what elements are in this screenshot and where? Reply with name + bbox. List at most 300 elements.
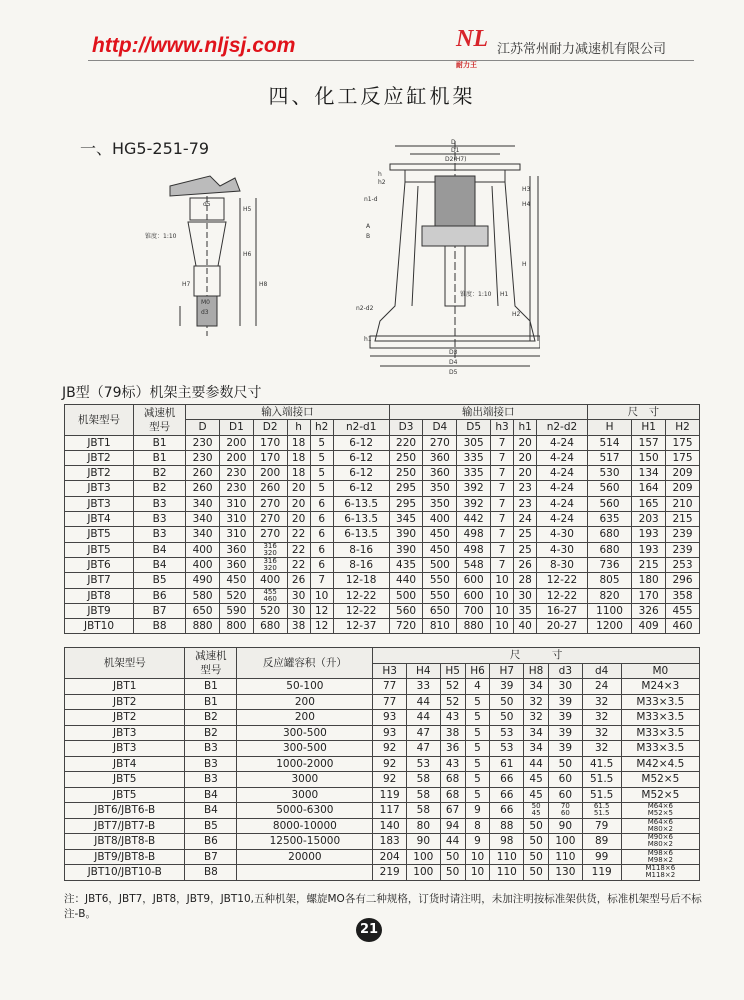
value-cell: 560: [389, 603, 423, 618]
value-cell: M33×3.5: [621, 741, 699, 757]
value-cell: 23: [514, 496, 537, 511]
frame-model-cell: JBT7/JBT7-B: [65, 818, 185, 834]
section-title: 一、HG5-251-79: [80, 139, 210, 158]
value-cell: 4-24: [537, 481, 588, 496]
value-cell: 5: [465, 787, 490, 803]
value-cell: M33×3.5: [621, 710, 699, 726]
value-cell: 5: [310, 435, 333, 450]
col-header: h: [287, 420, 310, 435]
reducer-model-cell: B1: [185, 679, 237, 695]
col-header: D: [186, 420, 220, 435]
value-cell: 43: [440, 756, 465, 772]
table-row: [65, 450, 700, 465]
value-cell: 400: [186, 557, 220, 572]
value-cell: 50: [524, 865, 549, 881]
value-cell: 66: [490, 787, 524, 803]
value-cell: 204: [373, 849, 407, 865]
value-cell: 230: [186, 435, 220, 450]
value-cell: 700: [457, 603, 491, 618]
value-cell: 650: [423, 603, 457, 618]
company-logo: NL 耐力王: [456, 26, 488, 69]
value-cell: 6: [310, 512, 333, 527]
value-cell: 239: [666, 527, 700, 542]
value-cell: 295: [389, 496, 423, 511]
value-cell: 230: [219, 481, 253, 496]
value-cell: 7: [491, 466, 514, 481]
value-cell: 350: [423, 481, 457, 496]
value-cell: 39: [490, 679, 524, 695]
value-cell: 38: [440, 725, 465, 741]
value-cell: 67: [440, 803, 465, 819]
value-cell: 200: [253, 466, 287, 481]
dim-d3: d3: [201, 309, 209, 316]
table-row: [65, 619, 700, 634]
value-cell: M42×4.5: [621, 756, 699, 772]
value-cell: 8: [465, 818, 490, 834]
frame-model-cell: JBT9/JBT8-B: [65, 849, 185, 865]
value-cell: 800: [219, 619, 253, 634]
value-cell: 170: [253, 450, 287, 465]
value-cell: 442: [457, 512, 491, 527]
dim-h: h: [378, 171, 382, 178]
value-cell: 335: [457, 466, 491, 481]
dim-H: H: [522, 261, 527, 268]
value-cell: 22: [287, 542, 310, 557]
value-cell: 450: [219, 573, 253, 588]
value-cell: 18: [287, 435, 310, 450]
value-cell: 340: [186, 527, 220, 542]
value-cell: 600: [457, 588, 491, 603]
col-header: h1: [514, 420, 537, 435]
col-group-size: 尺 寸: [373, 648, 700, 664]
table-row: [65, 466, 700, 481]
frame-model-cell: JBT2: [65, 466, 134, 481]
value-cell: 44: [524, 756, 549, 772]
value-cell: 390: [389, 527, 423, 542]
reducer-model-cell: B3: [134, 512, 186, 527]
value-cell: 134: [632, 466, 666, 481]
value-cell: 550: [423, 588, 457, 603]
value-cell: 455: [666, 603, 700, 618]
value-cell: 5: [310, 481, 333, 496]
value-cell: 310: [219, 527, 253, 542]
frame-model-cell: JBT3: [65, 496, 134, 511]
col-header: D2: [253, 420, 287, 435]
value-cell: 110: [490, 865, 524, 881]
value-cell: 680: [253, 619, 287, 634]
dim-D1: D1: [451, 147, 460, 154]
value-cell: 7: [491, 496, 514, 511]
col-group-output: 输出端接口: [389, 405, 587, 420]
value-cell: 295: [389, 481, 423, 496]
value-cell: 23: [514, 481, 537, 496]
value-cell: 736: [587, 557, 632, 572]
value-cell: 8-30: [537, 557, 588, 572]
value-cell: 38: [287, 619, 310, 634]
frame-model-cell: JBT10/JBT10-B: [65, 865, 185, 881]
dim-H3: H3: [522, 186, 531, 193]
value-cell: 119: [373, 787, 407, 803]
table-row: [65, 679, 700, 695]
col-header: d3: [549, 663, 583, 679]
value-cell: 880: [457, 619, 491, 634]
value-cell: 296: [666, 573, 700, 588]
volume-cell: 200: [237, 710, 373, 726]
value-cell: M24×3: [621, 679, 699, 695]
value-cell: 7: [491, 512, 514, 527]
value-cell: 80: [407, 818, 441, 834]
value-cell: 12-22: [333, 588, 389, 603]
value-cell: 520: [219, 588, 253, 603]
volume-cell: 5000-6300: [237, 803, 373, 819]
dim-D4: D4: [449, 359, 458, 366]
col-header: H3: [373, 663, 407, 679]
value-cell: 45: [524, 772, 549, 788]
volume-cell: 8000-10000: [237, 818, 373, 834]
dim-D: D: [451, 139, 456, 146]
value-cell: 360: [219, 542, 253, 557]
value-cell: 50: [549, 756, 583, 772]
value-cell: 32: [582, 694, 621, 710]
value-cell: 4-30: [537, 527, 588, 542]
value-cell: 7: [491, 450, 514, 465]
value-cell: 53: [407, 756, 441, 772]
value-cell: 560: [587, 496, 632, 511]
value-cell: 44: [440, 834, 465, 850]
gearbox: [435, 176, 475, 226]
value-cell: 200: [219, 435, 253, 450]
value-cell: 88: [490, 818, 524, 834]
col-header: n2-d2: [537, 420, 588, 435]
value-cell: 50: [440, 865, 465, 881]
table-row: [65, 694, 700, 710]
value-cell: 47: [407, 725, 441, 741]
col-header: H6: [465, 663, 490, 679]
value-cell: 260: [253, 481, 287, 496]
volume-cell: 300-500: [237, 741, 373, 757]
value-cell: 32: [582, 710, 621, 726]
value-cell: 60: [549, 787, 583, 803]
value-cell: 33: [407, 679, 441, 695]
value-cell: 50: [490, 694, 524, 710]
header-divider: [88, 60, 694, 61]
value-cell: 183: [373, 834, 407, 850]
label-B: B: [366, 233, 371, 240]
value-cell: 77: [373, 679, 407, 695]
value-cell: 345: [389, 512, 423, 527]
reducer-model-cell: B1: [185, 694, 237, 710]
table-row: [65, 588, 700, 603]
value-cell: M64×6 M52×5: [621, 803, 699, 819]
value-cell: 7: [491, 435, 514, 450]
dim-n1-d: n1-d: [364, 196, 378, 203]
table-row: [65, 818, 700, 834]
reducer-model-cell: B5: [185, 818, 237, 834]
value-cell: 60: [549, 772, 583, 788]
dim-H1: H1: [500, 291, 509, 298]
value-cell: 5: [310, 450, 333, 465]
value-cell: 203: [632, 512, 666, 527]
value-cell: 61: [490, 756, 524, 772]
value-cell: 79: [582, 818, 621, 834]
value-cell: 20-27: [537, 619, 588, 634]
volume-cell: [237, 865, 373, 881]
footnote: 注：JBT6，JBT7，JBT8，JBT9，JBT10,五种机架，螺旋MO各有二种规格，订货时请注明，未加注明按标准架供货，标准机架型号后不标注-B。: [64, 893, 702, 920]
value-cell: 220: [389, 435, 423, 450]
dim-h8: H8: [259, 281, 268, 288]
value-cell: 390: [389, 542, 423, 557]
value-cell: 4: [465, 679, 490, 695]
value-cell: 498: [457, 542, 491, 557]
value-cell: 28: [514, 573, 537, 588]
value-cell: 6-12: [333, 481, 389, 496]
col-frame-model: 机架型号: [65, 405, 134, 436]
col-group-input: 输入端接口: [186, 405, 389, 420]
value-cell: 32: [582, 741, 621, 757]
value-cell: M64×6 M80×2: [621, 818, 699, 834]
value-cell: 10: [491, 573, 514, 588]
value-cell: 680: [587, 542, 632, 557]
value-cell: 180: [632, 573, 666, 588]
value-cell: 100: [407, 865, 441, 881]
col-header: D5: [457, 420, 491, 435]
value-cell: 22: [287, 557, 310, 572]
dim-D5: D5: [449, 369, 458, 376]
value-cell: 310: [219, 496, 253, 511]
value-cell: 34: [524, 679, 549, 695]
value-cell: 517: [587, 450, 632, 465]
value-cell: 200: [219, 450, 253, 465]
value-cell: 9: [465, 834, 490, 850]
value-cell: 50: [524, 849, 549, 865]
reducer-model-cell: B1: [134, 435, 186, 450]
value-cell: 50: [490, 710, 524, 726]
value-cell: 270: [253, 527, 287, 542]
value-cell: 89: [582, 834, 621, 850]
value-cell: 210: [666, 496, 700, 511]
col-header: D4: [423, 420, 457, 435]
value-cell: 805: [587, 573, 632, 588]
value-cell: 12-22: [537, 573, 588, 588]
col-volume: 反应罐容积（升）: [237, 648, 373, 679]
value-cell: 20: [287, 481, 310, 496]
value-cell: 6: [310, 557, 333, 572]
value-cell: 326: [632, 603, 666, 618]
value-cell: 270: [253, 512, 287, 527]
value-cell: 880: [186, 619, 220, 634]
value-cell: M52×5: [621, 772, 699, 788]
value-cell: 253: [666, 557, 700, 572]
dim-n2-d2: n2-d2: [356, 305, 374, 312]
col-header: H7: [490, 663, 524, 679]
taper-label-left: 锥度：1:10: [145, 233, 177, 240]
value-cell: 350: [423, 496, 457, 511]
value-cell: 6: [310, 496, 333, 511]
reducer-model-cell: B6: [134, 588, 186, 603]
value-cell: 400: [423, 512, 457, 527]
value-cell: 5: [465, 725, 490, 741]
value-cell: 4-24: [537, 450, 588, 465]
frame-model-cell: JBT8/JBT8-B: [65, 834, 185, 850]
col-header: n2-d1: [333, 420, 389, 435]
value-cell: 455 460: [253, 588, 287, 603]
value-cell: 450: [423, 542, 457, 557]
value-cell: M33×3.5: [621, 694, 699, 710]
frame-size-table: [64, 647, 700, 881]
reducer-model-cell: B3: [185, 741, 237, 757]
value-cell: 52: [440, 694, 465, 710]
value-cell: 650: [186, 603, 220, 618]
frame-model-cell: JBT5: [65, 527, 134, 542]
col-header: D1: [219, 420, 253, 435]
volume-cell: 200: [237, 694, 373, 710]
value-cell: 35: [514, 603, 537, 618]
value-cell: 7: [491, 481, 514, 496]
table-row: [65, 834, 700, 850]
col-header: H1: [632, 420, 666, 435]
value-cell: 10: [491, 619, 514, 634]
value-cell: 498: [457, 527, 491, 542]
volume-cell: 20000: [237, 849, 373, 865]
value-cell: 435: [389, 557, 423, 572]
frame-model-cell: JBT5: [65, 542, 134, 557]
table-row: [65, 527, 700, 542]
value-cell: 4-24: [537, 466, 588, 481]
value-cell: 316 320: [253, 542, 287, 557]
value-cell: 6-12: [333, 450, 389, 465]
frame-model-cell: JBT7: [65, 573, 134, 588]
value-cell: 215: [666, 512, 700, 527]
value-cell: 5: [465, 710, 490, 726]
value-cell: 335: [457, 450, 491, 465]
value-cell: 26: [287, 573, 310, 588]
value-cell: 209: [666, 466, 700, 481]
value-cell: 100: [549, 834, 583, 850]
value-cell: 12-18: [333, 573, 389, 588]
reducer-model-cell: B5: [134, 573, 186, 588]
col-header: d4: [582, 663, 621, 679]
website-url[interactable]: http://www.nljsj.com: [92, 34, 296, 57]
value-cell: 44: [407, 694, 441, 710]
value-cell: 12-22: [333, 603, 389, 618]
value-cell: 20: [514, 450, 537, 465]
reducer-model-cell: B8: [185, 865, 237, 881]
dim-m0: M0: [201, 299, 210, 306]
coupling-top: [170, 176, 240, 196]
value-cell: 50: [524, 818, 549, 834]
value-cell: 30: [287, 603, 310, 618]
value-cell: 34: [524, 741, 549, 757]
value-cell: 10: [465, 865, 490, 881]
value-cell: 1100: [587, 603, 632, 618]
reducer-model-cell: B2: [134, 466, 186, 481]
value-cell: 110: [549, 849, 583, 865]
table-row: [65, 496, 700, 511]
value-cell: 239: [666, 542, 700, 557]
frame-model-cell: JBT5: [65, 772, 185, 788]
value-cell: 810: [423, 619, 457, 634]
frame-model-cell: JBT1: [65, 679, 185, 695]
value-cell: 50: [524, 834, 549, 850]
volume-cell: 300-500: [237, 725, 373, 741]
value-cell: M118×6 M118×2: [621, 865, 699, 881]
value-cell: 193: [632, 542, 666, 557]
value-cell: 36: [440, 741, 465, 757]
reducer-model-cell: B3: [134, 527, 186, 542]
frame-model-cell: JBT2: [65, 450, 134, 465]
value-cell: 99: [582, 849, 621, 865]
value-cell: 157: [632, 435, 666, 450]
frame-model-cell: JBT5: [65, 787, 185, 803]
value-cell: 7: [491, 542, 514, 557]
value-cell: 209: [666, 481, 700, 496]
table1-caption: JB型（79标）机架主要参数尺寸: [62, 385, 262, 401]
value-cell: 39: [549, 694, 583, 710]
table-row: [65, 803, 700, 819]
value-cell: 43: [440, 710, 465, 726]
table-row: [65, 756, 700, 772]
value-cell: 10: [465, 849, 490, 865]
reducer-model-cell: B2: [134, 481, 186, 496]
value-cell: 92: [373, 772, 407, 788]
value-cell: 53: [490, 741, 524, 757]
value-cell: 44: [407, 710, 441, 726]
value-cell: 98: [490, 834, 524, 850]
frame-model-cell: JBT1: [65, 435, 134, 450]
frame-model-cell: JBT10: [65, 619, 134, 634]
value-cell: 215: [632, 557, 666, 572]
volume-cell: 3000: [237, 787, 373, 803]
value-cell: 7: [491, 527, 514, 542]
volume-cell: 50-100: [237, 679, 373, 695]
value-cell: 193: [632, 527, 666, 542]
table-row: [65, 725, 700, 741]
value-cell: 560: [587, 481, 632, 496]
value-cell: 360: [423, 466, 457, 481]
table-row: [65, 481, 700, 496]
value-cell: 41.5: [582, 756, 621, 772]
value-cell: 30: [514, 588, 537, 603]
frame-model-cell: JBT4: [65, 756, 185, 772]
value-cell: 460: [666, 619, 700, 634]
value-cell: 18: [287, 450, 310, 465]
value-cell: 90: [549, 818, 583, 834]
value-cell: 32: [524, 694, 549, 710]
reducer-model-cell: B8: [134, 619, 186, 634]
value-cell: 10: [491, 603, 514, 618]
value-cell: 7: [310, 573, 333, 588]
col-header: H5: [440, 663, 465, 679]
value-cell: 340: [186, 496, 220, 511]
col-header: D3: [389, 420, 423, 435]
frame-model-cell: JBT6/JBT6-B: [65, 803, 185, 819]
reducer-model-cell: B1: [134, 450, 186, 465]
dim-h1: h1: [364, 336, 372, 343]
value-cell: 24: [514, 512, 537, 527]
table-row: [65, 741, 700, 757]
value-cell: 52: [440, 679, 465, 695]
value-cell: M52×5: [621, 787, 699, 803]
value-cell: 8-16: [333, 557, 389, 572]
frame-model-cell: JBT2: [65, 694, 185, 710]
value-cell: 175: [666, 450, 700, 465]
value-cell: 92: [373, 756, 407, 772]
value-cell: 270: [253, 496, 287, 511]
value-cell: 6-13.5: [333, 496, 389, 511]
table-row: [65, 849, 700, 865]
value-cell: 530: [587, 466, 632, 481]
value-cell: 47: [407, 741, 441, 757]
